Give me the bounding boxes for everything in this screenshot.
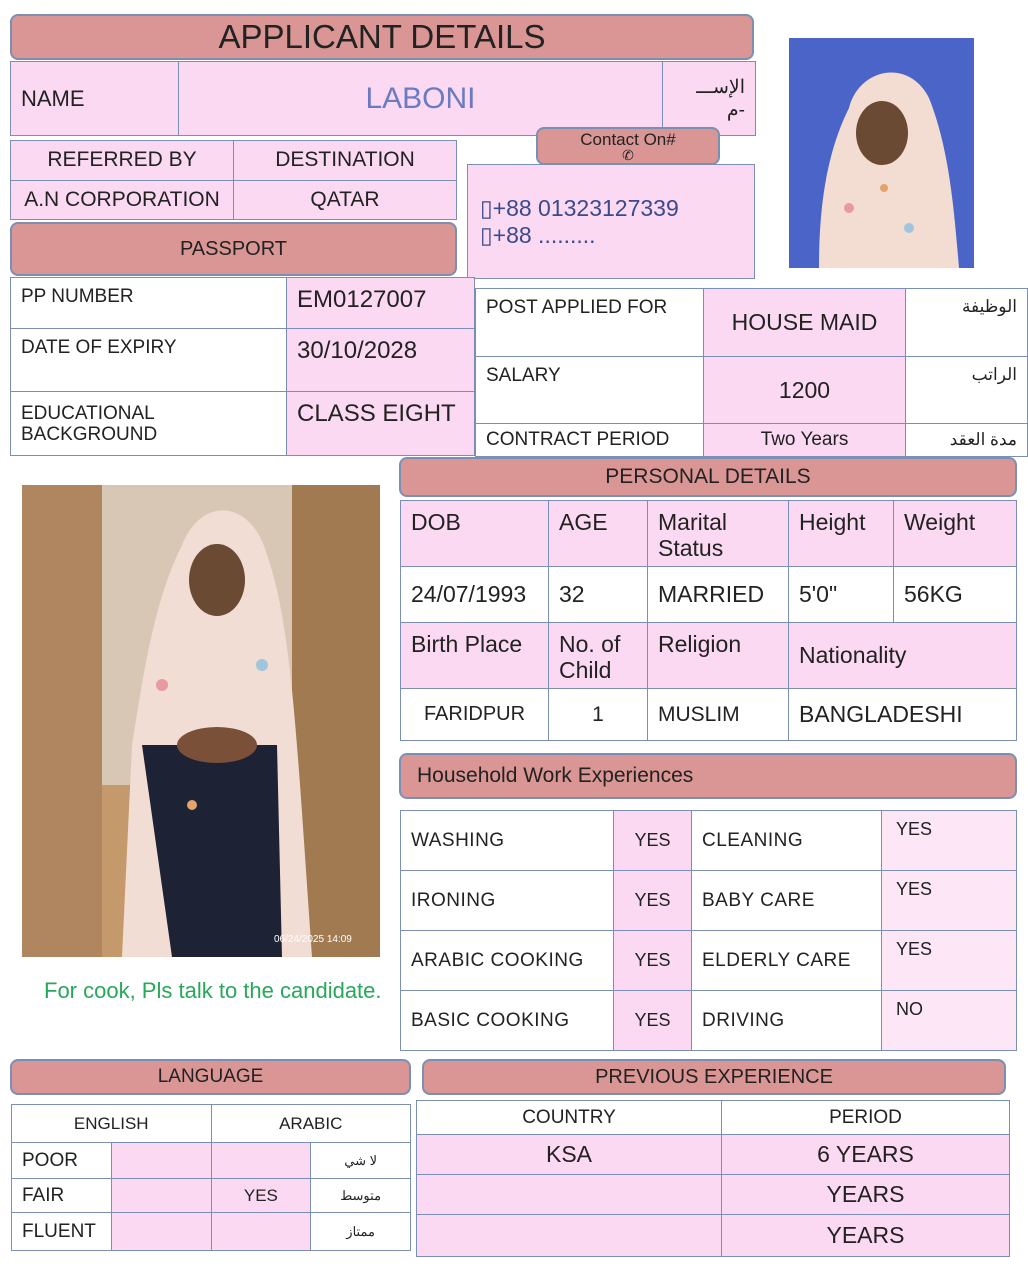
birth-place-value: FARIDPUR <box>401 689 549 741</box>
marital-header: Marital Status <box>648 501 789 567</box>
salary-label: SALARY <box>476 357 704 424</box>
weight-value: 56KG <box>894 567 1017 623</box>
task-cleaning-value: YES <box>882 811 1017 871</box>
english-column-header: ENGLISH <box>12 1105 212 1143</box>
contract-value: Two Years <box>704 424 906 457</box>
salary-arabic: الراتب <box>906 357 1028 424</box>
country-3 <box>417 1215 722 1257</box>
name-value: LABONI <box>179 62 663 136</box>
country-column-header: COUNTRY <box>417 1101 722 1135</box>
nationality-value: BANGLADESHI <box>789 689 1017 741</box>
passport-table <box>10 277 475 456</box>
task-ironing-value: YES <box>614 871 692 931</box>
destination-label: DESTINATION <box>234 141 457 181</box>
phone-icon: ✆ <box>622 146 634 163</box>
passport-header <box>10 222 457 276</box>
task-baby-care: BABY CARE <box>692 871 882 931</box>
task-baby-care-value: YES <box>882 871 1017 931</box>
personal-header-label: PERSONAL DETAILS <box>605 465 811 488</box>
height-value: 5'0" <box>789 567 894 623</box>
name-arabic-label: الإســـ م- <box>663 62 756 136</box>
dob-value: 24/07/1993 <box>401 567 549 623</box>
task-basic-cooking-value: YES <box>614 991 692 1051</box>
previous-table <box>416 1100 1010 1257</box>
country-2 <box>417 1175 722 1215</box>
name-label: NAME <box>11 62 179 136</box>
portrait-illustration <box>789 38 974 268</box>
page-title: APPLICANT DETAILS <box>218 18 546 55</box>
task-driving: DRIVING <box>692 991 882 1051</box>
arabic-poor <box>211 1143 311 1179</box>
referral-table <box>10 140 457 220</box>
job-table <box>475 288 1028 457</box>
full-body-illustration <box>22 485 380 957</box>
country-1: KSA <box>417 1135 722 1175</box>
marital-value: MARRIED <box>648 567 789 623</box>
task-elderly-care-value: YES <box>882 931 1017 991</box>
children-value: 1 <box>549 689 648 741</box>
language-table <box>11 1104 411 1251</box>
english-fluent <box>111 1213 211 1251</box>
name-table <box>10 61 756 136</box>
post-arabic: الوظيفة <box>906 289 1028 357</box>
previous-header <box>422 1059 1006 1095</box>
title-banner <box>10 14 754 60</box>
task-ironing: IRONING <box>401 871 614 931</box>
level-poor: POOR <box>12 1143 112 1179</box>
personal-header <box>399 457 1017 497</box>
task-cleaning: CLEANING <box>692 811 882 871</box>
task-arabic-cooking: ARABIC COOKING <box>401 931 614 991</box>
language-header-label: LANGUAGE <box>157 1066 264 1087</box>
previous-header-label: PREVIOUS EXPERIENCE <box>595 1065 833 1088</box>
destination-value: QATAR <box>234 180 457 220</box>
referred-by-label: REFERRED BY <box>11 141 234 181</box>
passport-header-label: PASSPORT <box>179 237 288 260</box>
nationality-header: Nationality <box>789 623 1017 689</box>
task-washing-value: YES <box>614 811 692 871</box>
contact-header-label: Contact On# <box>580 129 676 149</box>
religion-header: Religion <box>648 623 789 689</box>
salary-value: 1200 <box>704 357 906 424</box>
contact-box <box>467 164 755 279</box>
period-1: 6 YEARS <box>722 1135 1010 1175</box>
age-header: AGE <box>549 501 648 567</box>
household-header-label: Household Work Experiences <box>417 764 694 787</box>
cook-note: For cook, Pls talk to the candidate. <box>44 978 382 1003</box>
education-label: EDUCATIONAL BACKGROUND <box>11 392 287 456</box>
weight-header: Weight <box>894 501 1017 567</box>
period-column-header: PERIOD <box>722 1101 1010 1135</box>
religion-value: MUSLIM <box>648 689 789 741</box>
full-body-photo <box>22 485 380 957</box>
phone-secondary: ▯+88 ......... <box>480 222 596 248</box>
arabic-fluent <box>211 1213 311 1251</box>
age-value: 32 <box>549 567 648 623</box>
arabic-fluent-label: ممتاز <box>311 1213 411 1251</box>
arabic-column-header: ARABIC <box>211 1105 411 1143</box>
pp-number-value: EM0127007 <box>287 278 475 329</box>
english-poor <box>111 1143 211 1179</box>
arabic-poor-label: لا شي <box>311 1143 411 1179</box>
contract-arabic: مدة العقد <box>906 424 1028 457</box>
referred-by-value: A.N CORPORATION <box>11 180 234 220</box>
contract-label: CONTRACT PERIOD <box>476 424 704 457</box>
period-2: YEARS <box>722 1175 1010 1215</box>
task-driving-value: NO <box>882 991 1017 1051</box>
level-fluent: FLUENT <box>12 1213 112 1251</box>
arabic-fair: YES <box>211 1179 311 1213</box>
expiry-label: DATE OF EXPIRY <box>11 329 287 392</box>
photo-timestamp: 06/24/2025 14:09 <box>274 934 352 945</box>
post-label: POST APPLIED FOR <box>476 289 704 357</box>
portrait-photo <box>789 38 974 268</box>
task-washing: WASHING <box>401 811 614 871</box>
household-table <box>400 810 1017 1051</box>
dob-header: DOB <box>401 501 549 567</box>
education-value: CLASS EIGHT <box>287 392 475 456</box>
children-header: No. of Child <box>549 623 648 689</box>
task-basic-cooking: BASIC COOKING <box>401 991 614 1051</box>
height-header: Height <box>789 501 894 567</box>
personal-table <box>400 500 1017 741</box>
phone-primary: ▯+88 01323127339 <box>480 195 679 221</box>
level-fair: FAIR <box>12 1179 112 1213</box>
task-elderly-care: ELDERLY CARE <box>692 931 882 991</box>
household-header <box>399 753 1017 799</box>
period-3: YEARS <box>722 1215 1010 1257</box>
birth-place-header: Birth Place <box>401 623 549 689</box>
post-value: HOUSE MAID <box>704 289 906 357</box>
language-header <box>10 1059 411 1095</box>
arabic-fair-label: متوسط <box>311 1179 411 1213</box>
pp-number-label: PP NUMBER <box>11 278 287 329</box>
english-fair <box>111 1179 211 1213</box>
task-arabic-cooking-value: YES <box>614 931 692 991</box>
expiry-value: 30/10/2028 <box>287 329 475 392</box>
contact-header <box>536 127 720 165</box>
